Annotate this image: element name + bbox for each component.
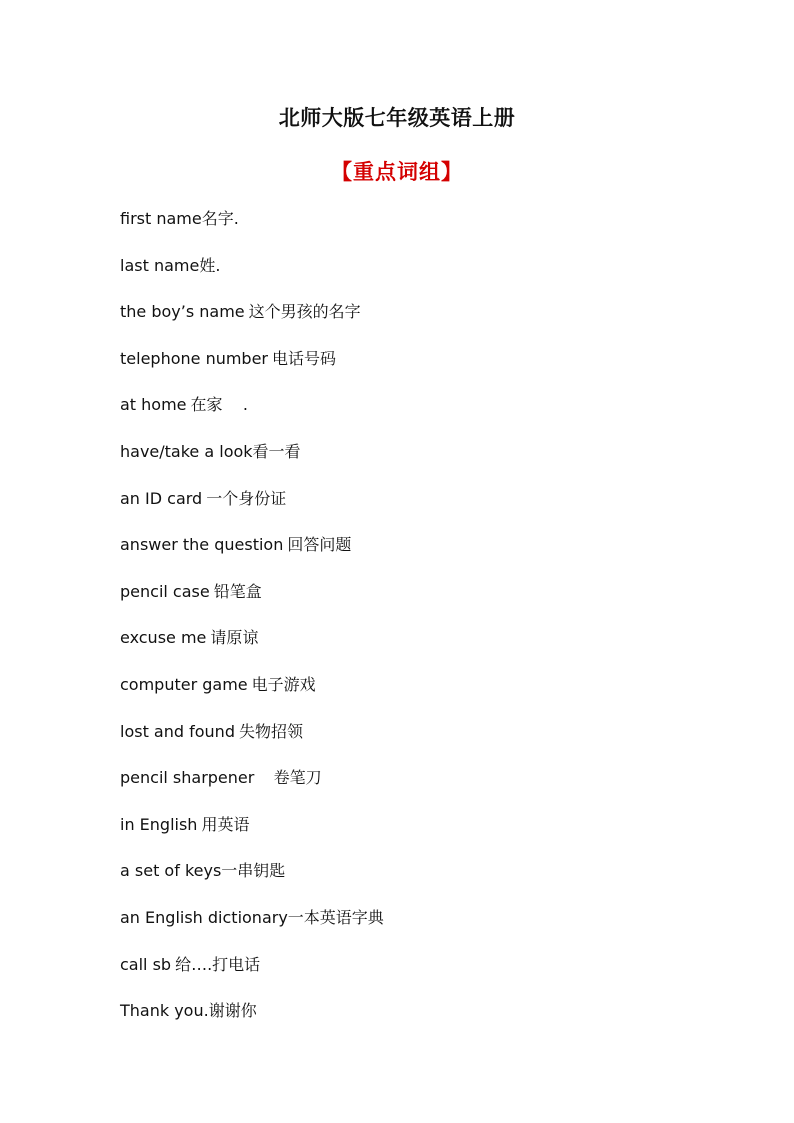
phrase-english: excuse me (120, 628, 207, 648)
phrase-english: first name (120, 209, 202, 228)
phrase-chinese: 名字. (201, 209, 239, 228)
phrase-item (120, 253, 720, 300)
phrase-item (120, 439, 720, 486)
phrase-item (120, 392, 720, 439)
phrase-chinese: 这个男孩的名字 (248, 302, 361, 322)
phrase-english: Thank you. (120, 1001, 209, 1021)
phrase-item (120, 579, 720, 626)
phrase-item (120, 812, 720, 859)
phrase-item (120, 532, 720, 579)
section-heading-text: 【重点词组】 (331, 160, 463, 184)
phrase-english: a set of keys (120, 861, 222, 881)
phrase-item (120, 672, 720, 719)
phrase-english: telephone number (120, 348, 269, 368)
document-title: 北师大版七年级英语上册 (278, 106, 516, 130)
phrase-chinese: 一本英语字典 (287, 907, 384, 927)
phrase-english: have/take a look (120, 441, 253, 461)
phrase-item (120, 625, 720, 672)
phrase-chinese: 电话号码 (272, 348, 337, 368)
phrase-item (120, 765, 720, 812)
phrase-list (120, 206, 720, 1045)
phrase-chinese: 回答问题 (287, 535, 352, 555)
phrase-chinese: 失物招领 (238, 721, 303, 741)
phrase-english: an ID card (120, 488, 203, 508)
phrase-english: answer the question (120, 535, 284, 555)
phrase-chinese: 用英语 (201, 814, 250, 834)
phrase-english: the boy’s name (120, 302, 245, 322)
phrase-english: lost and found (120, 721, 235, 741)
phrase-chinese: 卷笔刀 (258, 768, 322, 788)
phrase-item (120, 719, 720, 766)
phrase-chinese: 看一看 (252, 441, 301, 461)
phrase-chinese: 在家 . (190, 395, 248, 415)
phrase-chinese: 谢谢你 (208, 1001, 257, 1021)
phrase-chinese: 请原谅 (210, 628, 259, 648)
phrase-chinese: 铅笔盒 (213, 581, 262, 601)
phrase-english: at home (120, 395, 187, 415)
phrase-item (120, 346, 720, 393)
phrase-item (120, 299, 720, 346)
phrase-item (120, 905, 720, 952)
phrase-item (120, 858, 720, 905)
phrase-chinese: 一串钥匙 (221, 861, 286, 881)
phrase-item (120, 206, 720, 253)
phrase-english: last name (120, 255, 200, 275)
phrase-chinese: 姓. (199, 255, 221, 275)
phrase-english: in English (120, 814, 198, 834)
phrase-english: pencil sharpener (120, 768, 255, 788)
phrase-english: call sb (120, 954, 172, 974)
section-heading (0, 156, 794, 188)
phrase-item (120, 998, 720, 1045)
phrase-english: an English dictionary (120, 907, 288, 927)
phrase-item (120, 486, 720, 533)
phrase-chinese: 一个身份证 (206, 488, 287, 508)
phrase-item (120, 952, 720, 999)
phrase-english: pencil case (120, 581, 210, 601)
phrase-english: computer game (120, 674, 248, 694)
phrase-chinese: 给….打电话 (175, 954, 261, 974)
phrase-chinese: 电子游戏 (251, 674, 316, 694)
